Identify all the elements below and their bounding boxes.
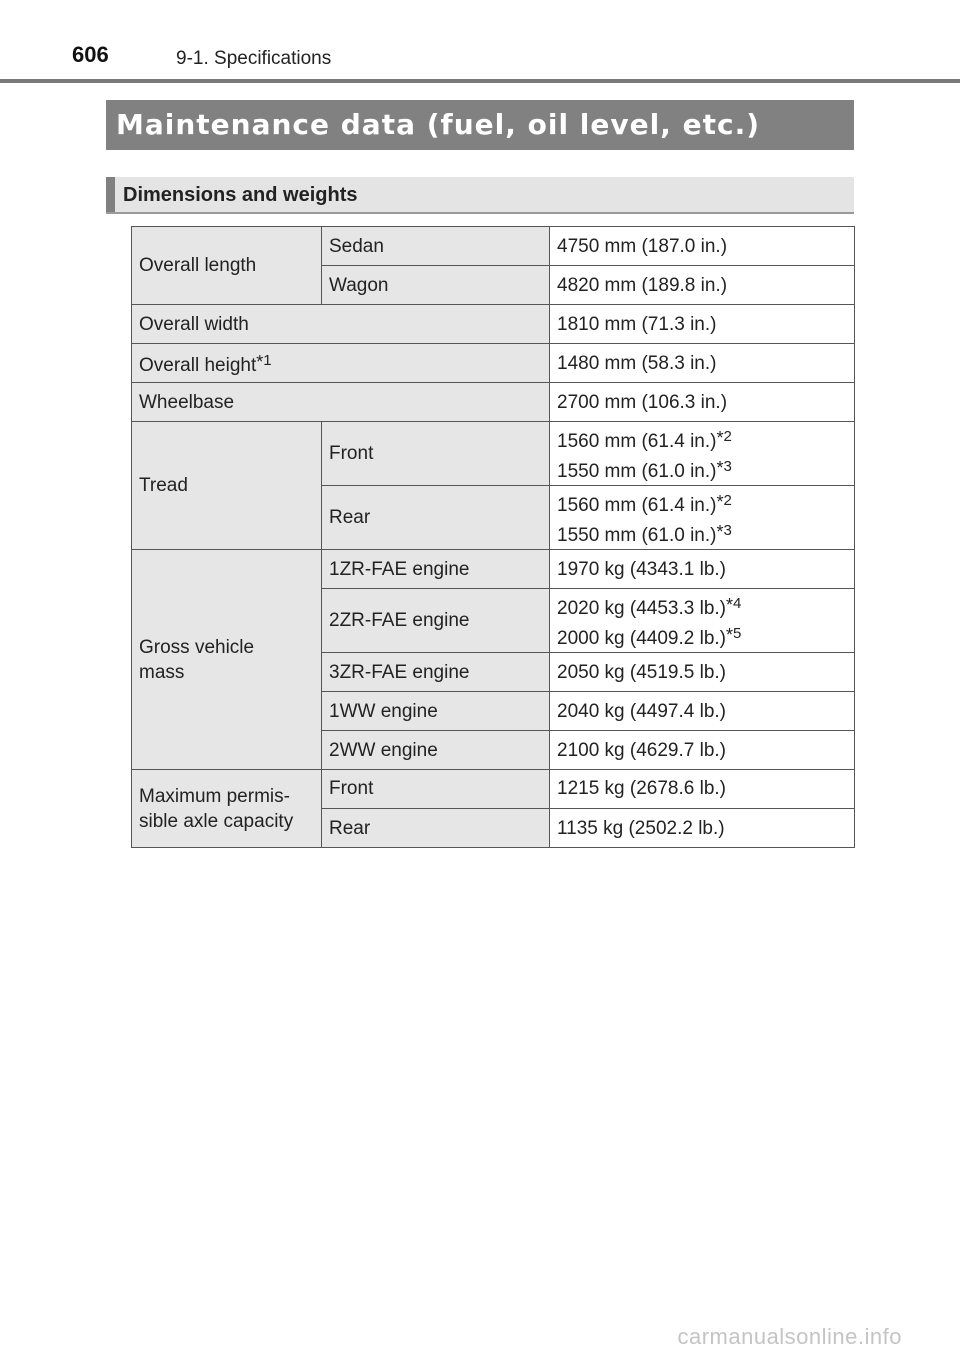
sub-label-2ww: 2WW engine bbox=[322, 731, 550, 770]
sub-label-axle-rear: Rear bbox=[322, 809, 550, 848]
row-label-gross-vehicle-mass: Gross vehicle mass bbox=[132, 550, 322, 770]
page-number: 606 bbox=[72, 42, 109, 67]
section-path: 9-1. Specifications bbox=[176, 48, 332, 69]
value-overall-length-wagon: 4820 mm (189.8 in.) bbox=[550, 266, 855, 305]
watermark: carmanualsonline.info bbox=[677, 1324, 902, 1349]
value-overall-width: 1810 mm (71.3 in.) bbox=[550, 305, 855, 344]
value-tread-front: 1560 mm (61.4 in.)*$^2$ 1550 mm (61.0 in.)*$^3$ bbox=[550, 422, 855, 486]
section-title: Maintenance data (fuel, oil level, etc.) bbox=[116, 108, 761, 141]
value-wheelbase: 2700 mm (106.3 in.) bbox=[550, 383, 855, 422]
value-axle-rear: 1135 kg (2502.2 lb.) bbox=[550, 809, 855, 848]
table-row bbox=[132, 305, 855, 344]
table-row bbox=[132, 550, 855, 589]
row-label-overall-length: Overall length bbox=[132, 227, 322, 305]
value-mass-2zr-fae: 2020 kg (4453.3 lb.)*$^4$ 2000 kg (4409.2 lb.)*$^5$ bbox=[550, 589, 855, 653]
footnote-mark: * bbox=[256, 352, 264, 372]
value-mass-2ww: 2100 kg (4629.7 lb.) bbox=[550, 731, 855, 770]
value-tread-rear: 1560 mm (61.4 in.)*$^2$ 1550 mm (61.0 in.)*$^3$ bbox=[550, 486, 855, 550]
row-label-overall-height: Overall height*$^1$ bbox=[132, 344, 550, 383]
value-mass-1ww: 2040 kg (4497.4 lb.) bbox=[550, 692, 855, 731]
table-row bbox=[132, 422, 855, 486]
sub-label-wagon: Wagon bbox=[322, 266, 550, 305]
sub-label-tread-front: Front bbox=[322, 422, 550, 486]
subsection-header bbox=[106, 177, 854, 214]
header-divider bbox=[0, 79, 960, 83]
table-row bbox=[132, 770, 855, 809]
dimensions-weights-table bbox=[131, 226, 855, 848]
sub-label-1zr-fae: 1ZR-FAE engine bbox=[322, 550, 550, 589]
sub-label-1ww: 1WW engine bbox=[322, 692, 550, 731]
row-label-max-axle-capacity: Maximum permis- sible axle capacity bbox=[132, 770, 322, 848]
value-mass-1zr-fae: 1970 kg (4343.1 lb.) bbox=[550, 550, 855, 589]
sub-label-2zr-fae: 2ZR-FAE engine bbox=[322, 589, 550, 653]
table-row bbox=[132, 383, 855, 422]
row-label-overall-width: Overall width bbox=[132, 305, 550, 344]
value-mass-3zr-fae: 2050 kg (4519.5 lb.) bbox=[550, 653, 855, 692]
value-overall-height: 1480 mm (58.3 in.) bbox=[550, 344, 855, 383]
row-label-tread: Tread bbox=[132, 422, 322, 550]
page-header bbox=[0, 0, 960, 84]
table-row bbox=[132, 227, 855, 266]
value-axle-front: 1215 kg (2678.6 lb.) bbox=[550, 770, 855, 809]
section-title-bar bbox=[106, 100, 854, 150]
subsection-marker bbox=[106, 177, 115, 212]
sub-label-sedan: Sedan bbox=[322, 227, 550, 266]
sub-label-3zr-fae: 3ZR-FAE engine bbox=[322, 653, 550, 692]
footnote-ref: 1 bbox=[263, 352, 272, 369]
subsection-title: Dimensions and weights bbox=[123, 184, 358, 206]
sub-label-axle-front: Front bbox=[322, 770, 550, 809]
value-overall-length-sedan: 4750 mm (187.0 in.) bbox=[550, 227, 855, 266]
table-row bbox=[132, 344, 855, 383]
row-label-wheelbase: Wheelbase bbox=[132, 383, 550, 422]
sub-label-tread-rear: Rear bbox=[322, 486, 550, 550]
